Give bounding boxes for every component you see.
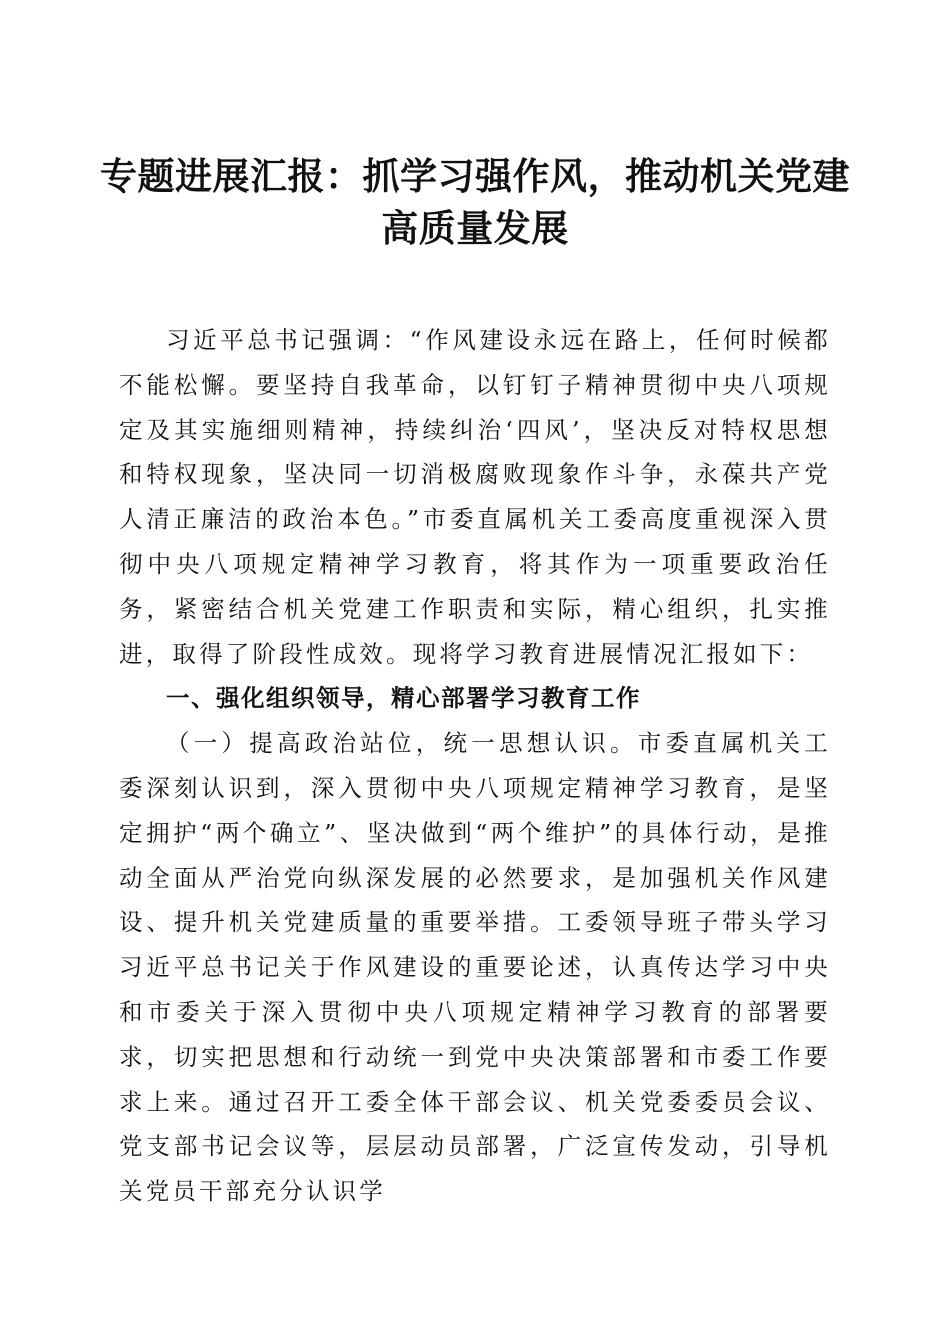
subsection-1-text: 市委直属机关工委深刻认识到，深入贯彻中央八项规定精神学习教育，是坚定拥护“两个确立”、坚决做到“两个维护”的具体行动，是推动全面从严治党向纵深发展的必然要求，是加强机关作风建设、提升机关党建质量的重要举措。工委领导班子带头学习习近平总书记关于作风建设的重要论述，认真传达学习中央和市委关于深入贯彻中央八项规定精神学习教育的部署要求，切实把思想和行动统一到党中央决策部署和市委工作要求上来。通过召开工委全体干部会议、机关党委委员会议、党支部书记会议等，层层动员部署，广泛宣传发动，引导机关党员干部充分认识学 <box>119 729 831 1206</box>
title-line-2: 高质量发展 <box>381 206 569 250</box>
subsection-1-paragraph <box>119 721 831 1214</box>
intro-paragraph: 习近平总书记强调：“作风建设永远在路上，任何时候都不能松懈。要坚持自我革命，以钉钉子精神贯彻中央八项规定及其实施细则精神，持续纠治‘四风’，坚决反对特权思想和特权现象，坚决同一切消极腐败现象作斗争，永葆共产党人清正廉洁的政治本色。”市委直属机关工委高度重视深入贯彻中央八项规定精神学习教育，将其作为一项重要政治任务，紧密结合机关党建工作职责和实际，精心组织，扎实推进，取得了阶段性成效。现将学习教育进展情况汇报如下： <box>119 326 831 668</box>
subsection-1-lead: （一）提高政治站位，统一思想认识。 <box>166 729 638 758</box>
document-body <box>119 318 831 1214</box>
title-line-1: 专题进展汇报：抓学习强作风，推动机关党建 <box>100 154 850 198</box>
document-title <box>100 150 850 254</box>
section-1-heading: 一、强化组织领导，精心部署学习教育工作 <box>166 684 641 713</box>
